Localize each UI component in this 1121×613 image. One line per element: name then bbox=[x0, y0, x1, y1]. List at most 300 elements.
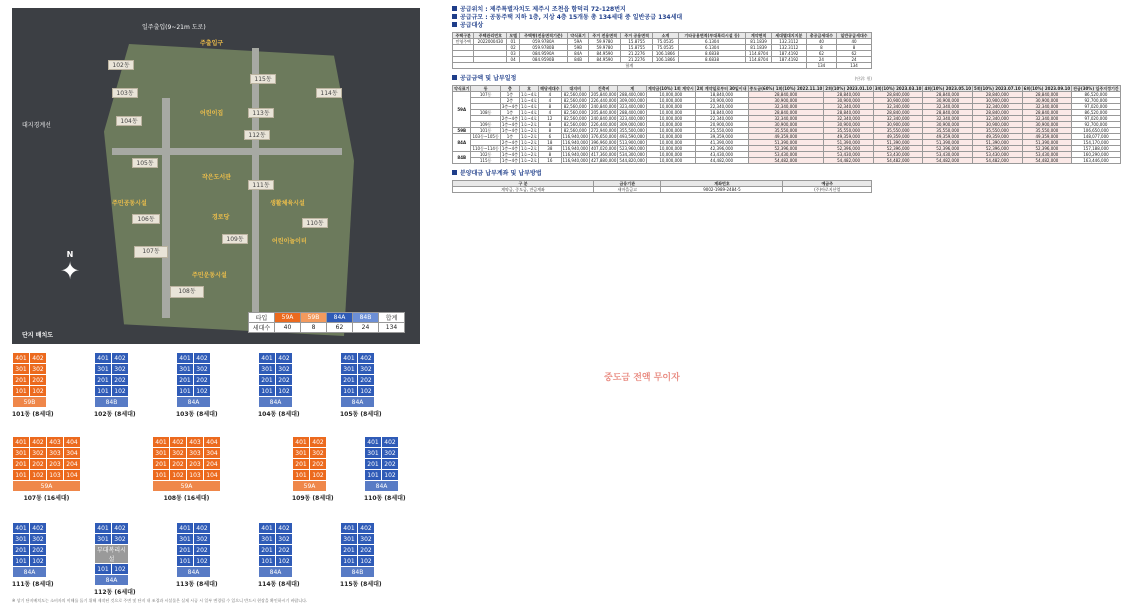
unit-cell: 101 bbox=[365, 470, 382, 481]
price-cell: 323,400,000 bbox=[619, 104, 645, 109]
unit-cell: 402 bbox=[194, 353, 211, 364]
price-cell: 52,396,000 bbox=[748, 146, 824, 152]
price-cell: 54,482,000 bbox=[973, 158, 1023, 164]
price-cell: 82,560,000 bbox=[561, 122, 589, 128]
supply-cell: 8 bbox=[806, 45, 836, 51]
footnote: ※ 상기 단지배치도는 소비자의 이해를 돕기 위해 제작된 것으로 주변 및 단지 내 조경과 시설물은 실제 시공 시 일부 변경될 수 있으니 반드시 현장을 확인하시기 바랍니다. bbox=[12, 598, 308, 603]
price-head: 3회(10%) 2023.03.10 bbox=[874, 86, 922, 91]
price-cell: 32,340,000 bbox=[824, 104, 874, 110]
legend-header: 59A bbox=[275, 313, 301, 323]
price-cell: 54,482,000 bbox=[824, 158, 874, 164]
unit-cell: 304 bbox=[64, 448, 81, 459]
dong-caption: 108동 (16세대) bbox=[163, 495, 210, 502]
unit-cell: 302 bbox=[112, 534, 129, 545]
price-cell: 82,560,000 bbox=[561, 98, 589, 104]
supply-cell: 2022000430 bbox=[474, 39, 507, 45]
price-table bbox=[452, 85, 1121, 164]
building-112: 112동 bbox=[244, 130, 270, 140]
unit-cell: 301 bbox=[259, 364, 276, 375]
price-cell: 205,840,000 bbox=[590, 110, 617, 115]
legend-header: 타입 bbox=[249, 313, 275, 323]
price-cell: 53,430,000 bbox=[824, 152, 874, 158]
price-cell: 49,359,000 bbox=[973, 134, 1023, 140]
unit-cell: 101 bbox=[341, 386, 358, 397]
unit-cell: 303 bbox=[187, 448, 204, 459]
price-cell: 10,000,000 bbox=[646, 158, 695, 164]
unit-cell: 101 bbox=[293, 470, 310, 481]
price-cell: 226,440,000 bbox=[590, 122, 617, 127]
account-head: 예금주 bbox=[783, 181, 872, 187]
price-cell: 28,840,000 bbox=[873, 110, 923, 116]
price-cell: 44,482,000 bbox=[695, 158, 748, 164]
price-cell: 32,340,000 bbox=[824, 116, 874, 122]
unit-cell: 102 bbox=[358, 556, 375, 567]
price-cell: 82,560,000 bbox=[561, 110, 589, 116]
unit-cell: 302 bbox=[358, 364, 375, 375]
price-head: 6회(10%) 2023.09.10 bbox=[1023, 86, 1071, 91]
unit-cell: 201 bbox=[259, 545, 276, 556]
price-cell: 82,560,000 bbox=[561, 116, 589, 122]
dong-diagram bbox=[258, 522, 300, 588]
facility-label: 주민운동시설 bbox=[192, 272, 227, 279]
price-cell: 41,390,000 bbox=[695, 140, 748, 146]
building-108: 108동 bbox=[170, 286, 204, 298]
unit-cell: 402 bbox=[276, 353, 293, 364]
price-cell: 8 bbox=[539, 152, 561, 158]
unit-cell: 301 bbox=[153, 448, 170, 459]
price-cell: 2층~4층 bbox=[501, 116, 518, 121]
building-106: 106동 bbox=[132, 214, 160, 224]
unit-cell: 303 bbox=[47, 448, 64, 459]
price-cell: 86,520,000 bbox=[1072, 110, 1121, 116]
supply-head: 약식표기 bbox=[567, 33, 588, 39]
unit-cell: 302 bbox=[382, 448, 399, 459]
supply-cell: 21.2276 bbox=[621, 51, 653, 57]
legend-count: 8 bbox=[301, 323, 327, 333]
price-cell: 53,430,000 bbox=[1022, 152, 1072, 158]
site-plan-map bbox=[12, 8, 420, 344]
price-head: 층 bbox=[500, 86, 519, 92]
type-cell: 84B bbox=[453, 152, 471, 164]
dong-caption: 114동 (8세대) bbox=[258, 581, 300, 588]
price-cell: 154,170,000 bbox=[1072, 140, 1121, 146]
unit-cell: 101 bbox=[13, 470, 30, 481]
price-cell: 8 bbox=[539, 128, 561, 134]
unit-cell: 402 bbox=[276, 523, 293, 534]
type-cell: 59B bbox=[13, 397, 47, 408]
account-head: 금융기관 bbox=[594, 181, 661, 187]
unit-cell: 202 bbox=[310, 459, 327, 470]
price-cell: 10,000,000 bbox=[646, 140, 695, 146]
unit-cell: 301 bbox=[13, 364, 30, 375]
unit-cell: 401 bbox=[153, 437, 170, 448]
supply-cell: 114.8704 bbox=[746, 51, 772, 57]
price-cell: 116,940,000 bbox=[562, 152, 588, 157]
section-title: 분양대금 납부계좌 및 납부방법 bbox=[452, 170, 872, 178]
unit-cell: 202 bbox=[30, 375, 47, 386]
price-cell: 49,359,000 bbox=[1022, 134, 1072, 140]
price-cell: 54,482,000 bbox=[748, 158, 824, 164]
unit-cell: 402 bbox=[358, 353, 375, 364]
price-cell: 10,000,000 bbox=[646, 116, 695, 122]
type-cell: 84A bbox=[259, 397, 293, 408]
price-cell: 30,900,000 bbox=[923, 122, 973, 128]
price-cell: 54,482,000 bbox=[873, 158, 923, 164]
price-cell: 30,900,000 bbox=[1022, 122, 1072, 128]
price-head: 4회(10%) 2023.05.10 bbox=[924, 86, 972, 91]
supply-cell: 84.9590 bbox=[589, 51, 621, 57]
price-cell: 288,400,000 bbox=[619, 92, 645, 97]
price-head: 해당세대수 bbox=[540, 86, 560, 91]
unit-cell: 101 bbox=[13, 386, 30, 397]
supply-cell: 84.9590 bbox=[589, 57, 621, 63]
price-cell: 35,550,000 bbox=[923, 128, 973, 134]
unit-cell: 403 bbox=[187, 437, 204, 448]
unit-cell: 402 bbox=[310, 437, 327, 448]
unit-cell: 301 bbox=[95, 364, 112, 375]
price-cell: 28,840,000 bbox=[824, 110, 874, 116]
building-110: 110동 bbox=[302, 218, 328, 228]
type-cell: 84B bbox=[341, 567, 375, 578]
price-cell: 160,290,000 bbox=[1072, 152, 1121, 158]
supply-cell: 59.9780 bbox=[589, 39, 621, 45]
supply-cell: 106.1866 bbox=[653, 57, 679, 63]
price-cell: 376,650,000 bbox=[590, 134, 617, 139]
legend-header: 84A bbox=[327, 313, 353, 323]
supply-head: 주거 전용면적 bbox=[589, 33, 621, 39]
legend-count: 세대수 bbox=[249, 323, 275, 333]
unit-cell: 302 bbox=[358, 534, 375, 545]
price-cell: 28,840,000 bbox=[873, 92, 923, 98]
price-cell: 110동~114동 bbox=[472, 146, 499, 151]
supply-cell: 059.9780B bbox=[519, 45, 567, 51]
unit-cell: 302 bbox=[194, 364, 211, 375]
unit-cell: 102 bbox=[112, 564, 129, 575]
unit-cell: 201 bbox=[293, 459, 310, 470]
supply-cell: 114.8704 bbox=[746, 57, 772, 63]
unit-cell: 401 bbox=[259, 523, 276, 534]
price-cell: 107동 bbox=[471, 92, 500, 98]
unit-cell: 102 bbox=[112, 386, 129, 397]
legend-count: 62 bbox=[327, 323, 353, 333]
unit-cell: 101 bbox=[259, 556, 276, 567]
price-cell: 32,340,000 bbox=[873, 116, 923, 122]
supply-cell: 59B bbox=[567, 45, 588, 51]
unit-cell: 301 bbox=[177, 364, 194, 375]
unit-cell: 302 bbox=[30, 448, 47, 459]
dong-diagram bbox=[340, 352, 382, 418]
unit-cell: 102 bbox=[30, 556, 47, 567]
price-cell: 407,020,000 bbox=[590, 146, 617, 151]
price-cell: 28,840,000 bbox=[973, 92, 1023, 98]
price-cell: 42,396,000 bbox=[695, 146, 748, 152]
building-114: 114동 bbox=[316, 88, 342, 98]
unit-cell: 201 bbox=[341, 545, 358, 556]
supply-cell: 8 bbox=[837, 45, 872, 51]
supply-cell: 187.4192 bbox=[771, 57, 806, 63]
dong-caption: 105동 (8세대) bbox=[340, 411, 382, 418]
unit-cell: 202 bbox=[112, 375, 129, 386]
unit-cell: 101 bbox=[259, 386, 276, 397]
compass-rose-icon: ✦ bbox=[59, 257, 81, 285]
supply-cell: 24 bbox=[806, 57, 836, 63]
price-cell: 22,340,000 bbox=[695, 116, 748, 122]
dong-diagram bbox=[258, 352, 300, 418]
price-cell: 10,000,000 bbox=[646, 98, 695, 104]
internal-road bbox=[112, 148, 342, 155]
account-cell: (주)아로지산업 bbox=[783, 187, 872, 193]
price-cell: 32,340,000 bbox=[923, 104, 973, 110]
price-head: 동 bbox=[471, 86, 500, 92]
price-cell: 82,560,000 bbox=[561, 92, 589, 98]
supply-cell: 02 bbox=[507, 45, 519, 51]
dong-diagram bbox=[94, 352, 136, 418]
unit-cell: 202 bbox=[30, 459, 47, 470]
price-cell: 1호~2호 bbox=[521, 146, 538, 151]
unit-cell: 402 bbox=[358, 523, 375, 534]
price-cell: 35,550,000 bbox=[873, 128, 923, 134]
unit-cell: 401 bbox=[13, 437, 30, 448]
supply-cell: 75.0535 bbox=[653, 45, 679, 51]
price-cell: 102동 bbox=[471, 152, 500, 158]
supply-cell: 59.9780 bbox=[589, 45, 621, 51]
unit-cell: 202 bbox=[194, 375, 211, 386]
price-cell: 52,396,000 bbox=[873, 146, 923, 152]
unit-cell: 201 bbox=[259, 375, 276, 386]
unit-cell: 302 bbox=[170, 448, 187, 459]
dong-diagram bbox=[292, 436, 334, 502]
price-cell: 103동~105동 bbox=[472, 134, 499, 139]
price-cell: 30,900,000 bbox=[824, 98, 874, 104]
supply-head: 주거 공용면적 bbox=[621, 33, 653, 39]
facility-cell: 부대복리시설 bbox=[95, 545, 129, 564]
price-cell: 309,000,000 bbox=[619, 122, 645, 127]
price-cell: 82,560,000 bbox=[561, 128, 589, 134]
supply-cell: 59A bbox=[567, 39, 588, 45]
price-cell: 51,390,000 bbox=[1022, 140, 1072, 146]
price-cell: 16 bbox=[539, 158, 561, 164]
price-cell: 35,550,000 bbox=[973, 128, 1023, 134]
supply-head: 주택관리번호 bbox=[474, 33, 507, 39]
price-cell: 544,820,000 bbox=[619, 158, 645, 163]
unit-cell: 101 bbox=[177, 386, 194, 397]
unit-cell: 401 bbox=[341, 353, 358, 364]
unit-cell: 201 bbox=[365, 459, 382, 470]
price-cell: 115동 bbox=[471, 158, 500, 164]
unit-cell: 304 bbox=[204, 448, 221, 459]
dong-caption: 111동 (8세대) bbox=[12, 581, 54, 588]
price-cell: 20,900,000 bbox=[695, 122, 748, 128]
dong-diagram bbox=[152, 436, 221, 502]
price-cell: 116,940,000 bbox=[562, 158, 588, 163]
price-cell: 1호~2호 bbox=[521, 128, 538, 133]
unit-cell: 401 bbox=[365, 437, 382, 448]
price-cell: 97,020,000 bbox=[1072, 116, 1121, 122]
price-cell: 323,400,000 bbox=[619, 116, 645, 121]
price-cell: 396,960,000 bbox=[590, 140, 617, 145]
unit-cell: 302 bbox=[112, 364, 129, 375]
price-cell: 205,840,000 bbox=[590, 92, 617, 97]
unit-cell: 302 bbox=[276, 534, 293, 545]
price-cell: 51,390,000 bbox=[923, 140, 973, 146]
price-cell: 30,900,000 bbox=[873, 98, 923, 104]
price-cell: 10,000,000 bbox=[646, 110, 695, 116]
unit-cell: 102 bbox=[310, 470, 327, 481]
unit-cell: 202 bbox=[276, 545, 293, 556]
supply-cell: 132.3112 bbox=[771, 45, 806, 51]
price-cell: 493,590,000 bbox=[619, 134, 645, 139]
price-cell: 28,840,000 bbox=[1022, 92, 1072, 98]
price-cell: 417,360,000 bbox=[590, 152, 617, 157]
supply-cell: 059.9780A bbox=[519, 39, 567, 45]
dong-caption: 103동 (8세대) bbox=[176, 411, 218, 418]
type-cell: 59A bbox=[153, 481, 221, 492]
legend-header: 59B bbox=[301, 313, 327, 323]
unit-cell: 201 bbox=[341, 375, 358, 386]
supply-head: 주택형(전용면적기준) bbox=[519, 33, 567, 39]
building-107: 107동 bbox=[134, 246, 168, 258]
dong-diagram bbox=[364, 436, 406, 502]
supply-head: 일반공급세대수 bbox=[837, 33, 872, 39]
supply-cell: 132.3112 bbox=[771, 39, 806, 45]
dong-caption: 107동 (16세대) bbox=[23, 495, 70, 502]
unit-cell: 204 bbox=[204, 459, 221, 470]
price-cell: 32,340,000 bbox=[923, 116, 973, 122]
price-cell: 38 bbox=[539, 146, 561, 152]
unit-cell: 202 bbox=[170, 459, 187, 470]
price-cell: 1층~4층 bbox=[501, 122, 518, 127]
price-cell: 51,390,000 bbox=[748, 140, 824, 146]
price-head: 약식표기 bbox=[454, 86, 470, 91]
price-cell: 10,000,000 bbox=[646, 152, 695, 158]
price-cell: 1호~2호 bbox=[521, 140, 538, 145]
price-cell: 2층 bbox=[500, 98, 519, 104]
unit-cell: 402 bbox=[30, 523, 47, 534]
type-legend bbox=[248, 312, 405, 333]
price-cell: 39,359,000 bbox=[695, 134, 748, 140]
unit-cell: 102 bbox=[30, 470, 47, 481]
dong-caption: 101동 (8세대) bbox=[12, 411, 54, 418]
unit-cell: 301 bbox=[341, 364, 358, 375]
price-cell: 3층~4층 bbox=[501, 104, 518, 109]
unit-cell: 301 bbox=[95, 534, 112, 545]
price-cell: 43,430,000 bbox=[695, 152, 748, 158]
price-cell: 1호~4호 bbox=[521, 110, 538, 115]
supply-cell: 62 bbox=[837, 51, 872, 57]
price-cell: 82,560,000 bbox=[561, 104, 589, 110]
supply-head: 소계 bbox=[653, 33, 679, 39]
facility-label: 어린이놀이터 bbox=[272, 238, 307, 245]
price-cell: 18,840,000 bbox=[695, 110, 748, 116]
price-cell: 4 bbox=[539, 98, 561, 104]
price-cell: 1층~4층 bbox=[501, 146, 518, 151]
type-cell: 84A bbox=[259, 567, 293, 578]
type-cell: 84A bbox=[177, 567, 211, 578]
price-cell: 101동 bbox=[471, 128, 500, 134]
unit-cell: 102 bbox=[194, 386, 211, 397]
unit-cell: 401 bbox=[341, 523, 358, 534]
supply-cell: 15.8755 bbox=[621, 45, 653, 51]
building-104: 104동 bbox=[116, 116, 142, 126]
price-cell: 1호~2호 bbox=[521, 122, 538, 127]
price-cell: 97,020,000 bbox=[1072, 104, 1121, 110]
building-115: 115동 bbox=[250, 74, 276, 84]
price-cell: 28,840,000 bbox=[748, 92, 824, 98]
price-cell: 4 bbox=[539, 110, 561, 116]
unit-cell: 202 bbox=[358, 375, 375, 386]
unit-cell: 104 bbox=[64, 470, 81, 481]
price-cell: 32,340,000 bbox=[873, 104, 923, 110]
building-113: 113동 bbox=[248, 108, 274, 118]
supply-cell: 민영주택 bbox=[453, 39, 474, 45]
unit-cell: 402 bbox=[30, 437, 47, 448]
supply-cell: 40 bbox=[806, 39, 836, 45]
unit-cell: 302 bbox=[310, 448, 327, 459]
legend-count: 134 bbox=[379, 323, 405, 333]
price-cell: 1층~4층 bbox=[501, 128, 518, 133]
type-cell: 84A bbox=[341, 397, 375, 408]
section-title: 공급금액 및 납부일정 (단위: 원) bbox=[452, 75, 872, 83]
price-cell: 10,000,000 bbox=[646, 92, 695, 98]
legend-count: 24 bbox=[353, 323, 379, 333]
price-cell: 32,340,000 bbox=[1022, 116, 1072, 122]
dong-caption: 113동 (8세대) bbox=[176, 581, 218, 588]
price-cell: 30,900,000 bbox=[748, 122, 824, 128]
unit-cell: 101 bbox=[95, 564, 112, 575]
unit-cell: 403 bbox=[47, 437, 64, 448]
price-cell: 157,188,000 bbox=[1072, 146, 1121, 152]
unit-cell: 101 bbox=[341, 556, 358, 567]
price-cell: 20,900,000 bbox=[695, 98, 748, 104]
unit-cell: 401 bbox=[95, 523, 112, 534]
unit-cell: 402 bbox=[112, 353, 129, 364]
type-cell: 84B bbox=[95, 397, 129, 408]
price-cell: 28,840,000 bbox=[748, 110, 824, 116]
price-cell: 28,840,000 bbox=[824, 92, 874, 98]
supply-cell: 75.0535 bbox=[653, 39, 679, 45]
supply-head: 총공급세대수 bbox=[806, 33, 836, 39]
facility-label: 어린이집 bbox=[200, 110, 224, 117]
supply-cell: 15.8755 bbox=[621, 39, 653, 45]
dong-diagram bbox=[340, 522, 382, 588]
dong-diagram bbox=[12, 436, 81, 502]
price-cell: 92,700,000 bbox=[1072, 122, 1121, 128]
price-head: 계약금(10%) 1회 계약시 bbox=[647, 86, 694, 91]
unit-cell: 302 bbox=[276, 364, 293, 375]
price-cell: 30,900,000 bbox=[973, 98, 1023, 104]
supply-cell: 8.6838 bbox=[678, 57, 746, 63]
unit-cell: 201 bbox=[153, 459, 170, 470]
supply-head: 세대별대지지분 bbox=[771, 33, 806, 39]
price-cell: 10,000,000 bbox=[646, 104, 695, 110]
unit-cell: 104 bbox=[204, 470, 221, 481]
price-cell: 92,700,000 bbox=[1072, 98, 1121, 104]
unit-cell: 301 bbox=[259, 534, 276, 545]
price-cell: 10,000,000 bbox=[646, 122, 695, 128]
supply-head: 모델 bbox=[507, 33, 519, 39]
unit-cell: 203 bbox=[47, 459, 64, 470]
price-cell: 53,430,000 bbox=[973, 152, 1023, 158]
unit-cell: 301 bbox=[293, 448, 310, 459]
price-cell: 10,000,000 bbox=[646, 134, 695, 140]
dong-caption: 104동 (8세대) bbox=[258, 411, 300, 418]
legend-count: 40 bbox=[275, 323, 301, 333]
price-cell: 53,430,000 bbox=[923, 152, 973, 158]
unit-cell: 202 bbox=[382, 459, 399, 470]
price-cell: 28,840,000 bbox=[1022, 110, 1072, 116]
price-cell: 272,940,000 bbox=[590, 128, 617, 133]
supply-cell: 106.1866 bbox=[653, 51, 679, 57]
